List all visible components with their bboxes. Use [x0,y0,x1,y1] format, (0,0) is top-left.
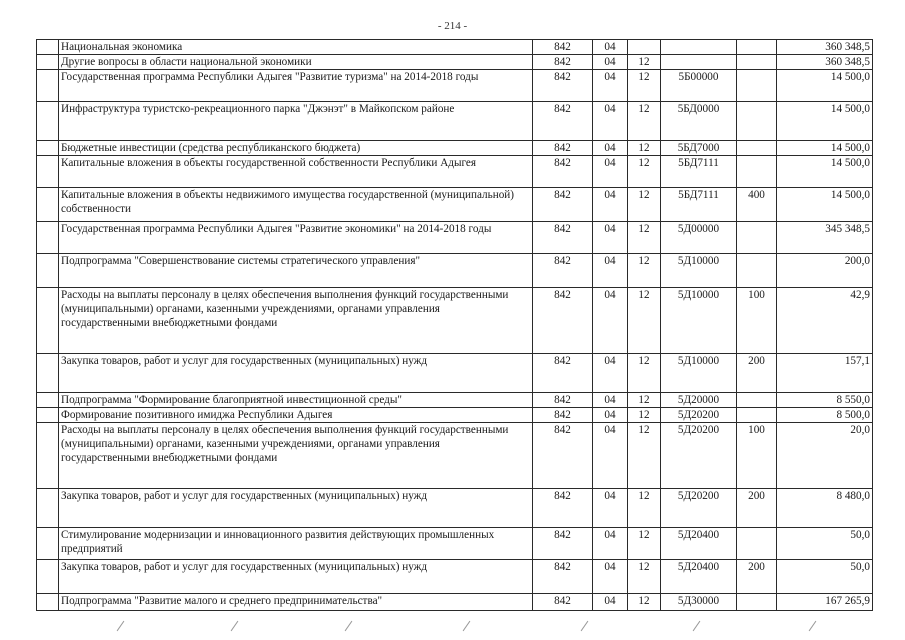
cell-blank [37,594,59,611]
cell-rz: 04 [593,288,628,354]
cell-sum: 50,0 [777,560,873,594]
cell-vr: 200 [737,489,777,528]
cell-rz: 04 [593,222,628,254]
cell-ved: 842 [533,188,593,222]
cell-vr [737,254,777,288]
cell-name: Подпрограмма "Развитие малого и среднего предпринимательства" [59,594,533,611]
cell-sum: 50,0 [777,528,873,560]
cell-rz: 04 [593,40,628,55]
cell-name: Закупка товаров, работ и услуг для государственных (муниципальных) нужд [59,354,533,393]
cell-ved: 842 [533,423,593,489]
cell-csr: 5Б00000 [661,70,737,102]
table-row [37,141,873,156]
cell-sum: 360 348,5 [777,55,873,70]
cell-vr [737,141,777,156]
cell-rz: 04 [593,102,628,141]
cell-name: Расходы на выплаты персоналу в целях обеспечения выполнения функций государственными (муниципальными) органами, казенными учреждениями, органами управления государственными внебюджетными фондами [59,288,533,354]
cell-blank [37,423,59,489]
cell-ved: 842 [533,489,593,528]
cell-sum: 14 500,0 [777,188,873,222]
cell-ved: 842 [533,70,593,102]
cell-csr: 5Д10000 [661,254,737,288]
cell-name: Стимулирование модернизации и инновационного развития действующих промышленных предприятий [59,528,533,560]
cell-ved: 842 [533,40,593,55]
cell-name: Капитальные вложения в объекты недвижимого имущества государственной (муниципальной) собственности [59,188,533,222]
cell-name: Государственная программа Республики Адыгея "Развитие экономики" на 2014-2018 годы [59,222,533,254]
cell-ved: 842 [533,528,593,560]
cell-pr: 12 [628,222,661,254]
cell-rz: 04 [593,594,628,611]
cell-sum: 200,0 [777,254,873,288]
cell-name: Закупка товаров, работ и услуг для государственных (муниципальных) нужд [59,489,533,528]
cell-rz: 04 [593,254,628,288]
cell-csr: 5Д20200 [661,489,737,528]
cell-pr: 12 [628,55,661,70]
table-row [37,528,873,560]
cell-sum: 20,0 [777,423,873,489]
cell-name: Формирование позитивного имиджа Республики Адыгея [59,408,533,423]
cell-sum: 8 500,0 [777,408,873,423]
cell-rz: 04 [593,70,628,102]
cell-ved: 842 [533,408,593,423]
table-row [37,70,873,102]
cell-pr: 12 [628,70,661,102]
cell-pr: 12 [628,528,661,560]
cell-blank [37,70,59,102]
cell-pr: 12 [628,393,661,408]
cell-sum: 42,9 [777,288,873,354]
cell-sum: 14 500,0 [777,141,873,156]
cell-csr [661,40,737,55]
cell-name: Закупка товаров, работ и услуг для государственных (муниципальных) нужд [59,560,533,594]
cell-blank [37,141,59,156]
cell-vr [737,70,777,102]
cell-csr: 5Д20200 [661,423,737,489]
cell-sum: 14 500,0 [777,70,873,102]
cell-sum: 14 500,0 [777,102,873,141]
cell-rz: 04 [593,55,628,70]
cell-ved: 842 [533,102,593,141]
cell-blank [37,288,59,354]
cell-name: Государственная программа Республики Адыгея "Развитие туризма" на 2014-2018 годы [59,70,533,102]
cell-blank [37,393,59,408]
cell-csr: 5БД0000 [661,102,737,141]
cell-pr: 12 [628,489,661,528]
cell-ved: 842 [533,560,593,594]
table-row [37,560,873,594]
cell-rz: 04 [593,141,628,156]
cell-csr: 5Д00000 [661,222,737,254]
cell-pr: 12 [628,288,661,354]
cell-vr [737,40,777,55]
table-row [37,408,873,423]
cell-rz: 04 [593,528,628,560]
cell-pr: 12 [628,408,661,423]
cell-vr [737,222,777,254]
cell-blank [37,354,59,393]
cell-vr: 100 [737,288,777,354]
cell-name: Подпрограмма "Формирование благоприятной инвестиционной среды" [59,393,533,408]
cell-ved: 842 [533,222,593,254]
cell-pr: 12 [628,560,661,594]
cell-name: Капитальные вложения в объекты государственной собственности Республики Адыгея [59,156,533,188]
cell-pr: 12 [628,254,661,288]
cell-sum: 345 348,5 [777,222,873,254]
cell-csr: 5БД7111 [661,156,737,188]
cell-pr [628,40,661,55]
cell-pr: 12 [628,156,661,188]
cell-csr: 5Д20000 [661,393,737,408]
cell-blank [37,489,59,528]
cell-vr [737,408,777,423]
cell-sum: 157,1 [777,354,873,393]
cell-rz: 04 [593,354,628,393]
cell-sum: 8 480,0 [777,489,873,528]
cell-vr [737,528,777,560]
cell-sum: 360 348,5 [777,40,873,55]
cell-rz: 04 [593,393,628,408]
cell-pr: 12 [628,423,661,489]
cell-rz: 04 [593,489,628,528]
table-row [37,254,873,288]
table-row [37,55,873,70]
cell-blank [37,528,59,560]
cell-blank [37,40,59,55]
cell-csr: 5Д20400 [661,528,737,560]
cell-ved: 842 [533,156,593,188]
cell-csr [661,55,737,70]
cell-csr: 5Д20400 [661,560,737,594]
table-row [37,156,873,188]
table-row [37,102,873,141]
cell-csr: 5БД7111 [661,188,737,222]
cell-ved: 842 [533,254,593,288]
page-number: - 214 - [437,20,468,32]
cell-pr: 12 [628,354,661,393]
table-row [37,354,873,393]
table-body [37,40,873,611]
cell-pr: 12 [628,141,661,156]
cell-rz: 04 [593,423,628,489]
cell-blank [37,408,59,423]
table-row [37,188,873,222]
table-row [37,288,873,354]
cell-vr: 400 [737,188,777,222]
cell-name: Инфраструктура туристско-рекреационного парка "Джэнэт" в Майкопском районе [59,102,533,141]
table-row [37,594,873,611]
cell-name: Бюджетные инвестиции (средства республиканского бюджета) [59,141,533,156]
next-row-cutoff [36,612,872,640]
cell-blank [37,188,59,222]
table-row [37,40,873,55]
cell-blank [37,222,59,254]
table-row [37,423,873,489]
cell-name: Другие вопросы в области национальной экономики [59,55,533,70]
cell-rz: 04 [593,188,628,222]
cell-vr: 200 [737,354,777,393]
cell-pr: 12 [628,594,661,611]
cell-ved: 842 [533,55,593,70]
budget-table [36,39,873,611]
cell-csr: 5Д20200 [661,408,737,423]
cell-vr [737,594,777,611]
cell-pr: 12 [628,102,661,141]
cell-ved: 842 [533,288,593,354]
cell-name: Подпрограмма "Совершенствование системы стратегического управления" [59,254,533,288]
cell-ved: 842 [533,354,593,393]
cell-blank [37,102,59,141]
cell-name: Национальная экономика [59,40,533,55]
cell-blank [37,254,59,288]
cell-vr: 200 [737,560,777,594]
cell-sum: 167 265,9 [777,594,873,611]
cell-blank [37,560,59,594]
cell-csr: 5Д10000 [661,354,737,393]
cell-rz: 04 [593,560,628,594]
cell-pr: 12 [628,188,661,222]
table-row [37,393,873,408]
cell-ved: 842 [533,594,593,611]
cell-blank [37,156,59,188]
cell-rz: 04 [593,156,628,188]
cell-sum: 8 550,0 [777,393,873,408]
cell-csr: 5Д10000 [661,288,737,354]
cell-ved: 842 [533,141,593,156]
cell-vr [737,55,777,70]
cell-rz: 04 [593,408,628,423]
cell-name: Расходы на выплаты персоналу в целях обеспечения выполнения функций государственными (муниципальными) органами, казенными учреждениями, органами управления государственными внебюджетными фондами [59,423,533,489]
table-row [37,489,873,528]
cell-vr: 100 [737,423,777,489]
cell-ved: 842 [533,393,593,408]
cell-csr: 5БД7000 [661,141,737,156]
cell-sum: 14 500,0 [777,156,873,188]
table-row [37,222,873,254]
cell-vr [737,102,777,141]
cell-vr [737,156,777,188]
cell-csr: 5Д30000 [661,594,737,611]
cell-vr [737,393,777,408]
cell-blank [37,55,59,70]
